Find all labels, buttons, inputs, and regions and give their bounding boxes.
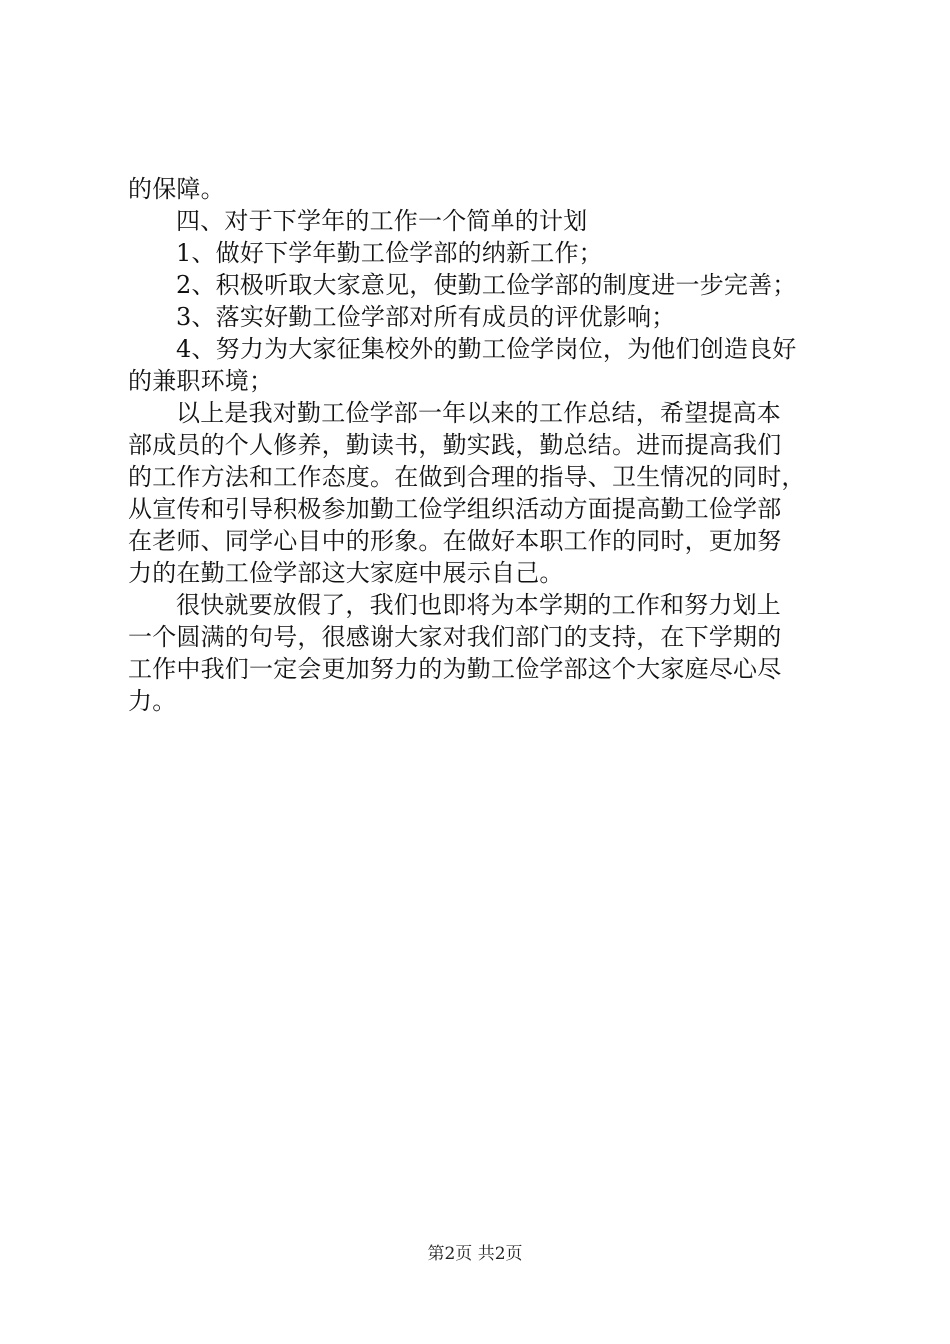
- page-number: 第2页 共2页: [427, 1244, 523, 1264]
- list-item: 1、做好下学年勤工俭学部的纳新工作；: [176, 239, 603, 267]
- list-item: 3、落实好勤工俭学部对所有成员的评优影响；: [176, 303, 676, 331]
- list-item: 2、积极听取大家意见，使勤工俭学部的制度进一步完善；: [176, 271, 797, 299]
- list-item: 4、努力为大家征集校外的勤工俭学岗位，为他们创造良好: [176, 335, 797, 363]
- paragraph-line: 以上是我对勤工俭学部一年以来的工作总结，希望提高本: [176, 399, 781, 427]
- paragraph-line: 从宣传和引导积极参加勤工俭学组织活动方面提高勤工俭学部: [128, 495, 782, 523]
- paragraph-line: 一个圆满的句号，很感谢大家对我们部门的支持，在下学期的: [128, 623, 782, 651]
- paragraph-line: 很快就要放假了，我们也即将为本学期的工作和努力划上: [176, 591, 781, 619]
- paragraph-line: 的工作方法和工作态度。在做到合理的指导、卫生情况的同时，: [128, 463, 806, 491]
- list-item-continuation: 的兼职环境；: [128, 367, 274, 395]
- section-heading: 四、对于下学年的工作一个简单的计划: [176, 207, 588, 235]
- paragraph-line: 力的在勤工俭学部这大家庭中展示自己。: [128, 559, 564, 587]
- paragraph-line: 工作中我们一定会更加努力的为勤工俭学部这个大家庭尽心尽: [128, 655, 782, 683]
- paragraph-line: 部成员的个人修养，勤读书，勤实践，勤总结。进而提高我们: [128, 431, 782, 459]
- paragraph-line: 在老师、同学心目中的形象。在做好本职工作的同时，更加努: [128, 527, 782, 555]
- paragraph-line: 力。: [128, 687, 177, 715]
- text-line: 的保障。: [128, 175, 225, 203]
